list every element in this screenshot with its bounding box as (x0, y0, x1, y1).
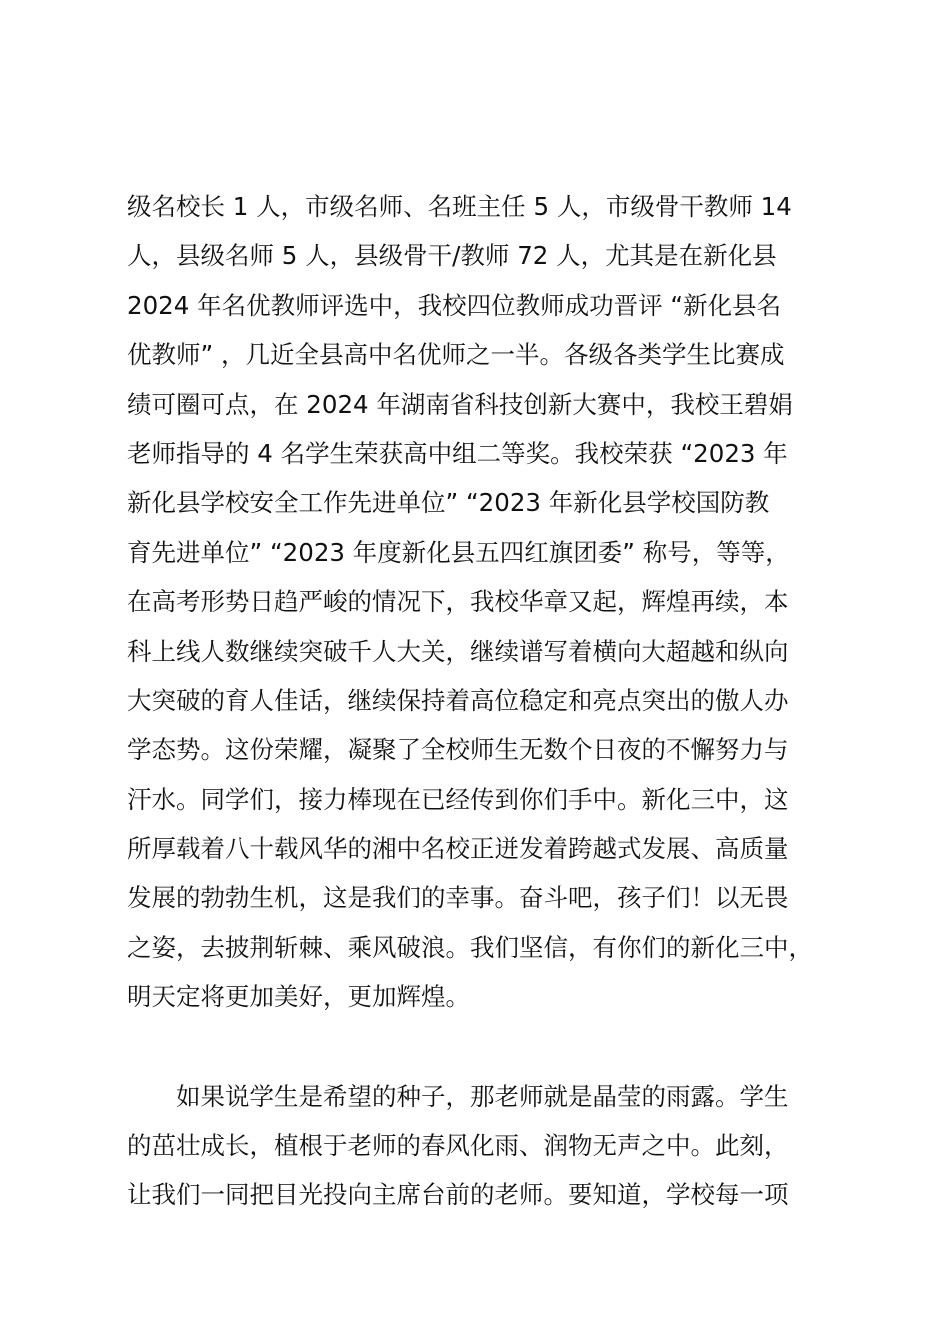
text-line: 人，县级名师 5 人，县级骨干/教师 72 人，尤其是在新化县 (127, 241, 777, 271)
text-line: 明天定将更加美好，更加辉煌。 (127, 982, 470, 1012)
text-line: 大突破的育人佳话，继续保持着高位稳定和亮点突出的傲人办 (127, 685, 789, 715)
text-line: 让我们一同把目光投向主席台前的老师。要知道，学校每一项 (127, 1180, 789, 1210)
paragraph-1 (127, 182, 867, 1022)
text-line: 学态势。这份荣耀，凝聚了全校师生无数个日夜的不懈努力与 (127, 735, 789, 765)
text-line: 汗水。同学们，接力棒现在已经传到你们手中。新化三中，这 (127, 784, 789, 814)
text-line: 科上线人数继续突破千人大关，继续谱写着横向大超越和纵向 (127, 636, 789, 666)
paragraph-spacer (127, 1022, 867, 1072)
text-line: 如果说学生是希望的种子，那老师就是晶莹的雨露。学生 (176, 1081, 789, 1111)
text-line: 发展的勃勃生机，这是我们的幸事。奋斗吧，孩子们！以无畏 (127, 883, 789, 913)
text-line: 育先进单位” “2023 年度新化县五四红旗团委” 称号，等等， (127, 537, 790, 567)
document-body (127, 182, 867, 1220)
text-line: 所厚载着八十载风华的湘中名校正迸发着跨越式发展、高质量 (127, 834, 789, 864)
text-line: 老师指导的 4 名学生荣获高中组二等奖。我校荣获 “2023 年 (127, 438, 788, 468)
text-line: 的茁壮成长，植根于老师的春风化雨、润物无声之中。此刻， (127, 1131, 789, 1161)
text-line: 新化县学校安全工作先进单位” “2023 年新化县学校国防教 (127, 488, 770, 518)
text-line: 优教师” ，几近全县高中名优师之一半。各级各类学生比赛成 (127, 340, 785, 370)
text-line: 在高考形势日趋严峻的情况下，我校华章又起，辉煌再续，本 (127, 587, 789, 617)
text-line: 绩可圈可点，在 2024 年湖南省科技创新大赛中，我校王碧娟 (127, 389, 793, 419)
text-line: 之姿，去披荆斩棘、乘风破浪。我们坚信，有你们的新化三中， (127, 932, 813, 962)
text-line: 级名校长 1 人，市级名师、名班主任 5 人，市级骨干教师 14 (127, 192, 792, 221)
text-line: 2024 年名优教师评选中，我校四位教师成功晋评 “新化县名 (127, 290, 782, 320)
paragraph-2 (127, 1072, 867, 1220)
